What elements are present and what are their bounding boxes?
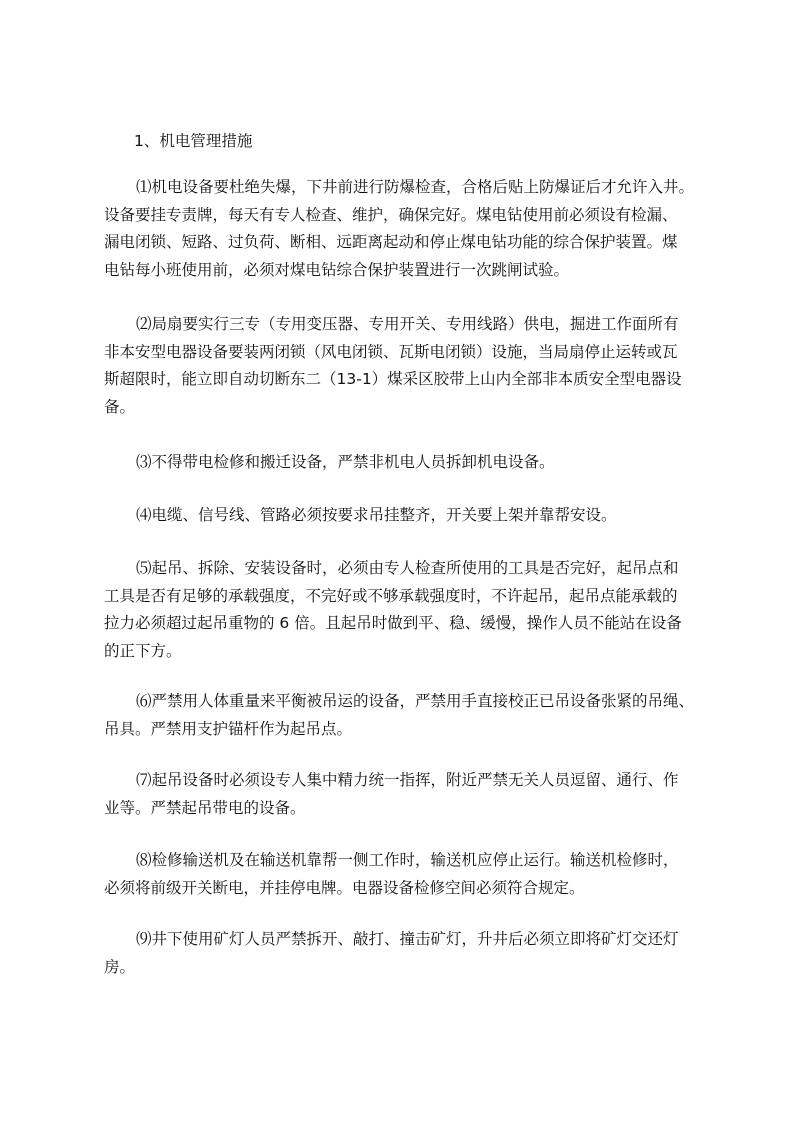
paragraph-2: [104, 311, 724, 421]
paragraph-line: 业等。严禁起吊带电的设备。: [104, 798, 306, 817]
paragraph-9: [104, 926, 724, 981]
paragraph-3: [104, 449, 724, 477]
paragraph-line: ⑷电缆、信号线、管路必须按要求吊挂整齐，开关要上架并靠帮安设。: [136, 506, 617, 524]
paragraph-line: 房。: [104, 957, 136, 976]
paragraph-5: [104, 555, 724, 665]
paragraph-line: ⑸起吊、拆除、安装设备时，必须由专人检查所使用的工具是否完好，起吊点和: [136, 559, 679, 577]
paragraph-line: 吊具。严禁用支护锚杆作为起吊点。: [104, 719, 353, 738]
paragraph-line: ⑻检修输送机及在输送机靠帮一侧工作时，输送机应停止运行。输送机检修时，: [136, 851, 679, 869]
paragraph-line: 必须将前级开关断电，并挂停电牌。电器设备检修空间必须符合规定。: [104, 878, 585, 897]
paragraph-6: [104, 688, 724, 743]
paragraph-line: 电钻每小班使用前，必须对煤电钻综合保护装置进行一次跳闸试验。: [104, 260, 570, 279]
paragraph-line: 设备要挂专责牌，每天有专人检查、维护，确保完好。煤电钻使用前必须设有检漏、: [104, 205, 678, 224]
paragraph-line: 的正下方。: [104, 641, 182, 660]
paragraph-line: 漏电闭锁、短路、过负荷、断相、远距离起动和停止煤电钻功能的综合保护装置。煤: [104, 233, 678, 251]
paragraph-line: ⑵局扇要实行三专（专用变压器、专用开关、专用线路）供电，掘进工作面所有: [136, 315, 679, 333]
paragraph-line: 备。: [104, 397, 136, 416]
paragraph-line: ⑺起吊设备时必须设专人集中精力统一指挥，附近严禁无关人员逗留、通行、作: [136, 771, 679, 789]
paragraph-line: 拉力必须超过起吊重物的 6 倍。且起吊时做到平、稳、缓慢，操作人员不能站在设备: [104, 614, 682, 632]
paragraph-line: ⑶不得带电检修和搬迁设备，严禁非机电人员拆卸机电设备。: [136, 453, 555, 471]
paragraph-line: 工具是否有足够的承载强度，不完好或不够承载强度时，不许起吊，起吊点能承载的: [104, 586, 678, 605]
paragraph-7: [104, 767, 724, 822]
paragraph-1: [104, 174, 724, 284]
paragraph-line: ⑴机电设备要杜绝失爆，下井前进行防爆检查，合格后贴上防爆证后才允许入井。: [136, 178, 695, 196]
paragraph-line: ⑼井下使用矿灯人员严禁拆开、敲打、撞击矿灯，升井后必须立即将矿灯交还灯: [136, 930, 679, 948]
paragraph-line: ⑹严禁用人体重量来平衡被吊运的设备，严禁用手直接校正已吊设备张紧的吊绳、: [136, 692, 695, 710]
section-heading: 1、机电管理措施: [134, 132, 253, 150]
paragraph-8: [104, 847, 724, 902]
paragraph-4: [104, 502, 724, 530]
paragraph-line: 非本安型电器设备要装两闭锁（风电闭锁、瓦斯电闭锁）设施，当局扇停止运转或瓦: [104, 342, 678, 361]
paragraph-line: 斯超限时，能立即自动切断东二（13-1）煤采区胶带上山内全部非本质安全型电器设: [104, 370, 682, 388]
